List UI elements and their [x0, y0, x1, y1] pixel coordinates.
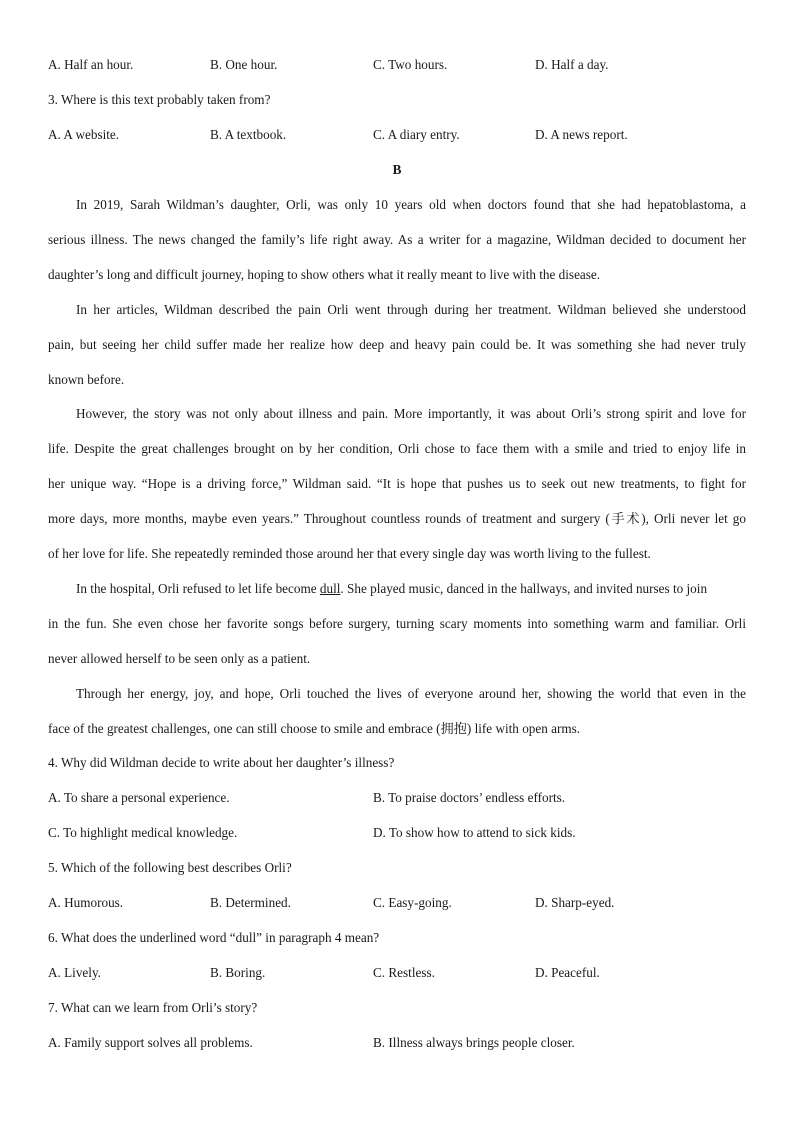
q4-option-d[interactable]: D. To show how to attend to sick kids.: [373, 825, 576, 840]
q4-option-b[interactable]: B. To praise doctors’ endless efforts.: [373, 790, 566, 805]
passage-text: . She played music, danced in the hallways, and invited nurses to join: [340, 581, 708, 596]
passage-line: face of the greatest challenges, one can still choose to smile and embrace (拥抱) life with open arms.: [48, 721, 581, 736]
passage-line: in the fun. She even chose her favorite songs before surgery, turning scary moments into something warm and familiar. Orli: [48, 616, 746, 631]
q6-option-b[interactable]: B. Boring.: [210, 965, 266, 980]
q3-options: [48, 126, 746, 144]
passage-line: never allowed herself to be seen only as a patient.: [48, 651, 311, 666]
passage-line: known before.: [48, 372, 125, 387]
q2-option-d[interactable]: D. Half a day.: [535, 57, 609, 72]
passage-line: more days, more months, maybe even years.” Throughout countless rounds of treatment and surgery (手术), Orli never let go: [48, 511, 746, 526]
q6-question: 6. What does the underlined word “dull” in paragraph 4 mean?: [48, 930, 380, 945]
q2-option-c[interactable]: C. Two hours.: [373, 57, 448, 72]
q7-option-b[interactable]: B. Illness always brings people closer.: [373, 1035, 575, 1050]
passage-line: pain, but seeing her child suffer made her realize how deep and heavy pain could be. It was something she had never truly: [48, 337, 746, 352]
q7-options-row1: [48, 1034, 746, 1052]
q5-options: [48, 894, 746, 912]
passage-line: serious illness. The news changed the family’s life right away. As a writer for a magazine, Wildman decided to document her: [48, 232, 746, 247]
passage-line: life. Despite the great challenges brought on by her condition, Orli chose to face them with a smile and tried to enjoy life in: [48, 441, 746, 456]
q6-option-a[interactable]: A. Lively.: [48, 965, 101, 980]
q5-option-c[interactable]: C. Easy-going.: [373, 895, 452, 910]
q7-question: 7. What can we learn from Orli’s story?: [48, 1000, 258, 1015]
passage-line: daughter’s long and difficult journey, hoping to show others what it really meant to live with the disease.: [48, 267, 601, 282]
q2-options: [48, 56, 746, 74]
q3-question: 3. Where is this text probably taken from?: [48, 92, 271, 107]
q3-option-a[interactable]: A. A website.: [48, 127, 120, 142]
q2-option-b[interactable]: B. One hour.: [210, 57, 278, 72]
q4-question: 4. Why did Wildman decide to write about her daughter’s illness?: [48, 755, 395, 770]
q5-option-a[interactable]: A. Humorous.: [48, 895, 124, 910]
section-title: B: [392, 162, 402, 177]
q4-options-row1: [48, 789, 746, 807]
q6-options: [48, 964, 746, 982]
q4-option-a[interactable]: A. To share a personal experience.: [48, 790, 230, 805]
passage-line: of her love for life. She repeatedly reminded those around her that every single day was worth living to the fullest.: [48, 546, 651, 561]
q4-options-row2: [48, 824, 746, 842]
q5-option-d[interactable]: D. Sharp-eyed.: [535, 895, 615, 910]
passage-line: In her articles, Wildman described the pain Orli went through during her treatment. Wildman believed she understood: [76, 302, 746, 317]
q5-question: 5. Which of the following best describes Orli?: [48, 860, 292, 875]
q7-option-a[interactable]: A. Family support solves all problems.: [48, 1035, 253, 1050]
passage-line: Through her energy, joy, and hope, Orli touched the lives of everyone around her, showing the world that even in the: [76, 686, 746, 701]
underlined-word-dull: dull: [319, 581, 341, 596]
passage-text: In the hospital, Orli refused to let life become: [76, 581, 320, 596]
passage-line: her unique way. “Hope is a driving force,” Wildman said. “It is hope that pushes us to seek out new treatments, to fight for: [48, 476, 746, 491]
q2-option-a[interactable]: A. Half an hour.: [48, 57, 134, 72]
q3-option-b[interactable]: B. A textbook.: [210, 127, 287, 142]
q5-option-b[interactable]: B. Determined.: [210, 895, 291, 910]
q3-option-d[interactable]: D. A news report.: [535, 127, 628, 142]
q6-option-c[interactable]: C. Restless.: [373, 965, 435, 980]
passage-line: However, the story was not only about illness and pain. More importantly, it was about Orli’s strong spirit and love for: [76, 406, 746, 421]
q4-option-c[interactable]: C. To highlight medical knowledge.: [48, 825, 238, 840]
q6-option-d[interactable]: D. Peaceful.: [535, 965, 600, 980]
passage-line: In 2019, Sarah Wildman’s daughter, Orli, was only 10 years old when doctors found that she had hepatoblastoma, a: [76, 197, 746, 212]
passage-line-with-underline: [76, 580, 746, 598]
q3-option-c[interactable]: C. A diary entry.: [373, 127, 460, 142]
